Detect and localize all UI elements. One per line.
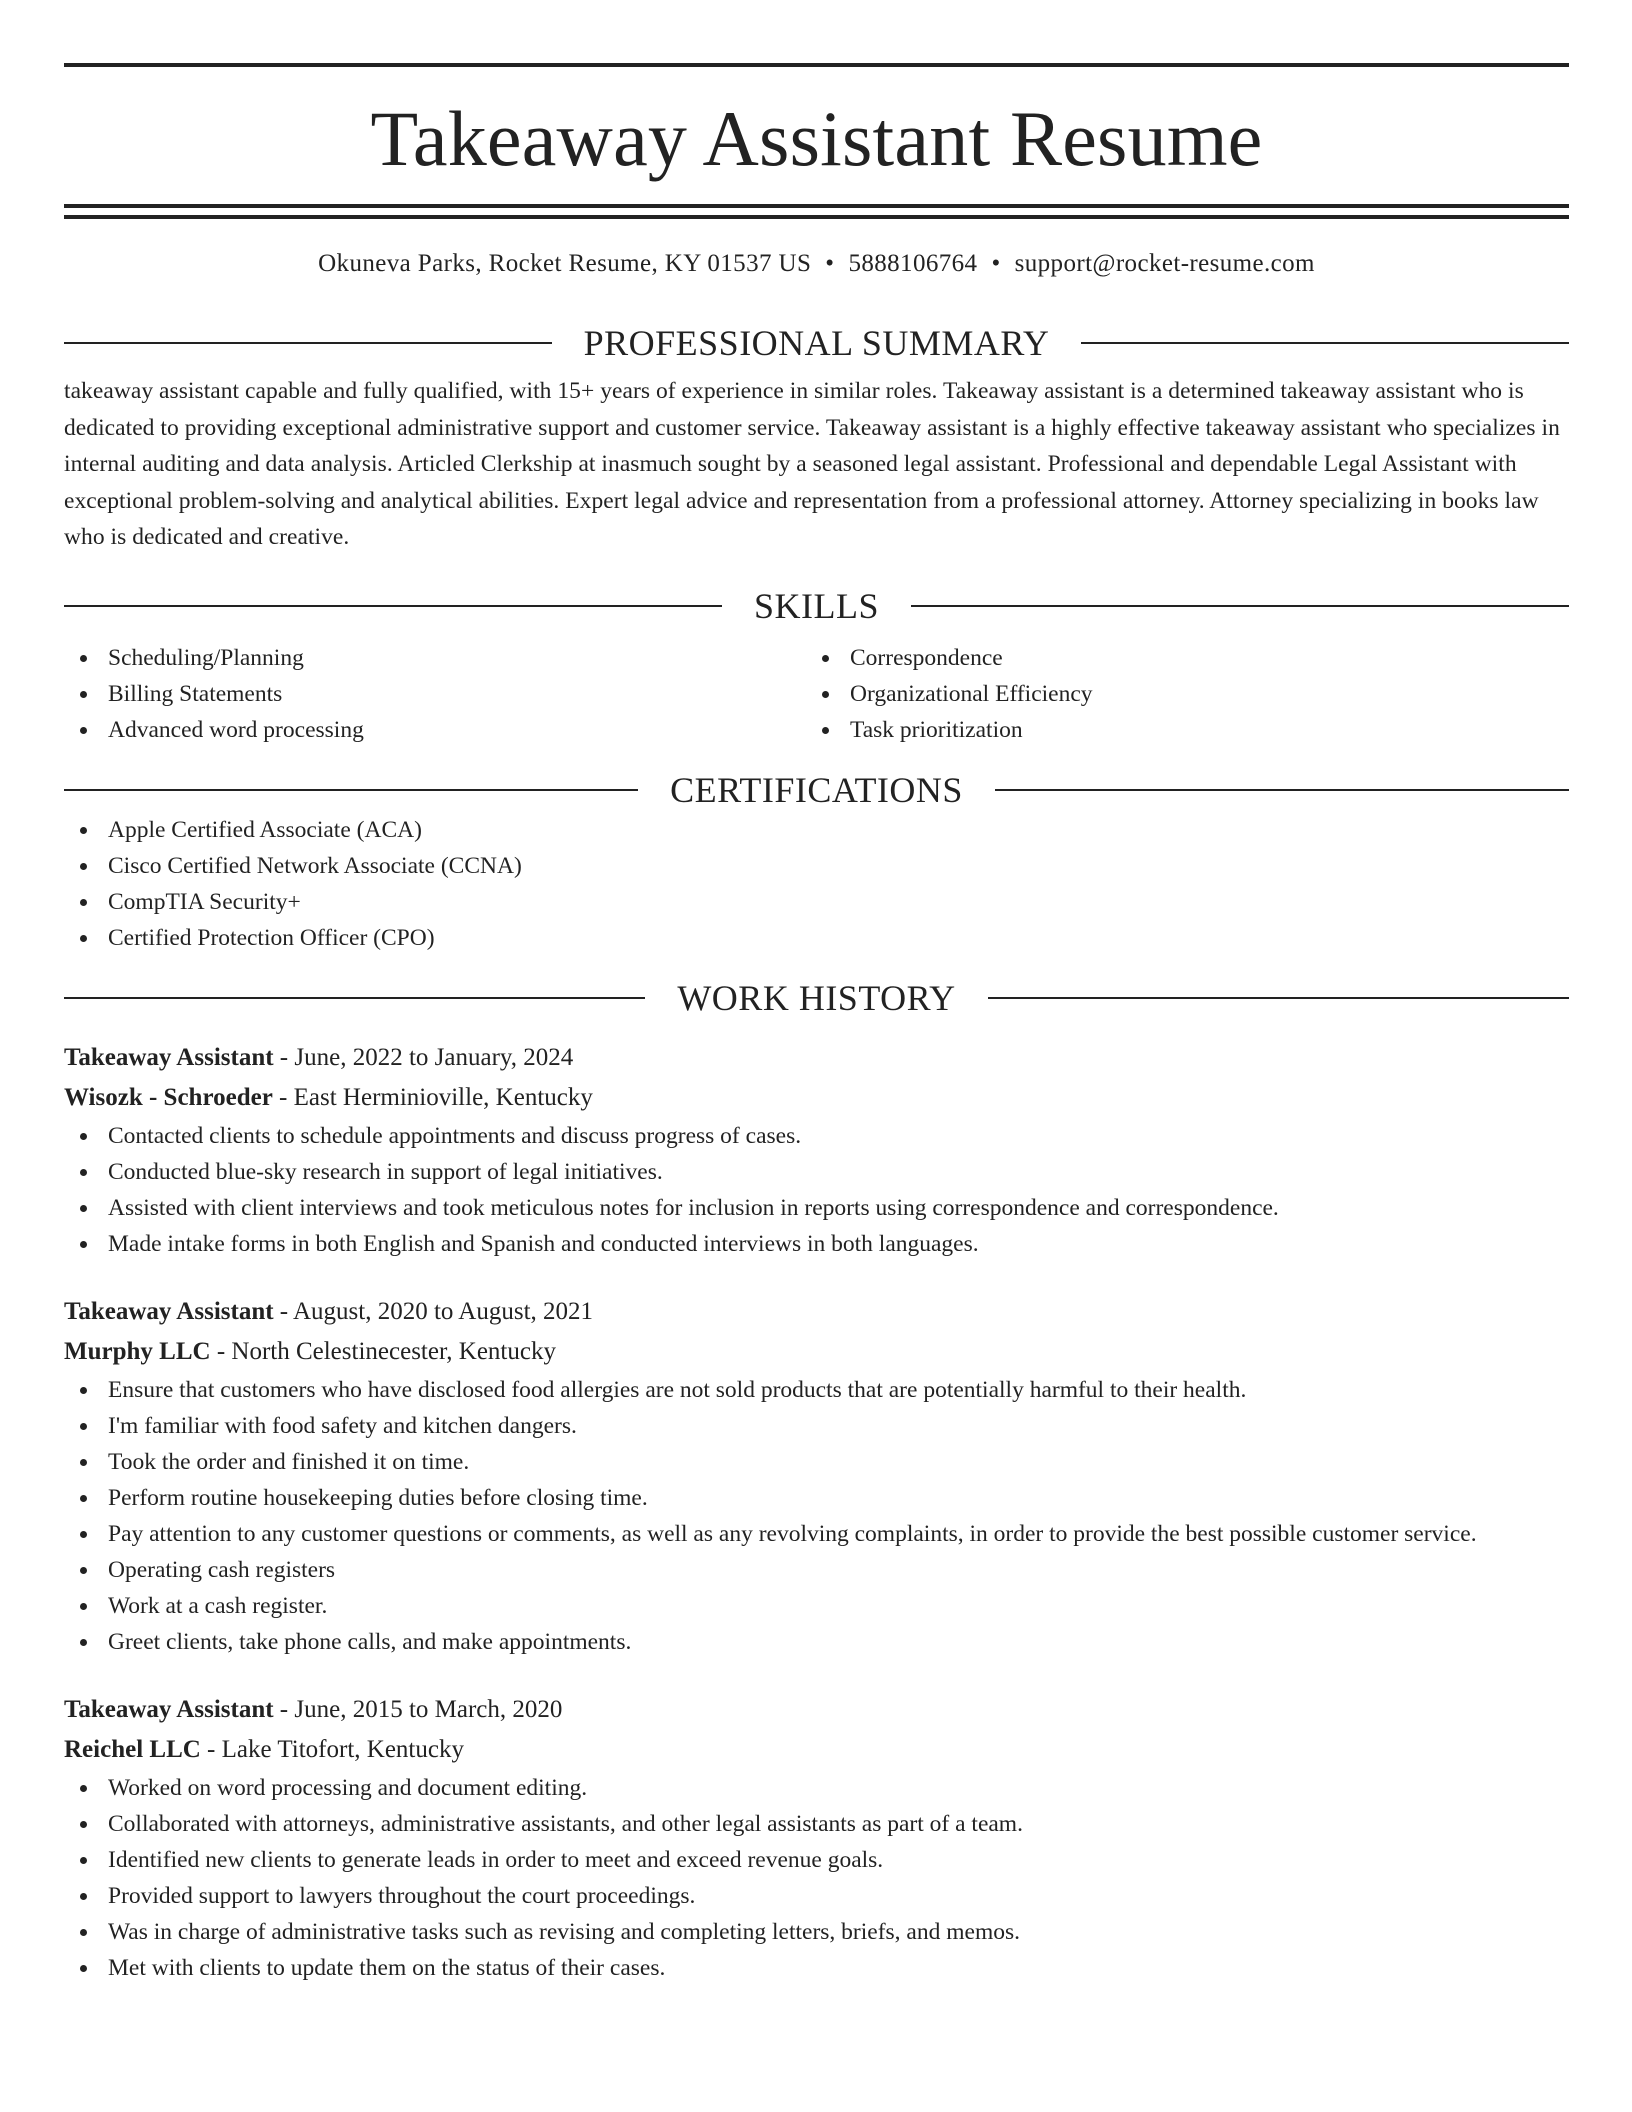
job-title: Takeaway Assistant bbox=[64, 1695, 274, 1723]
heading-rule-right bbox=[1081, 342, 1569, 344]
job-company-line bbox=[64, 1730, 1569, 1770]
job-location: North Celestinecester, Kentucky bbox=[231, 1337, 556, 1365]
job-bullet-text: Pay attention to any customer questions or comments, as well as any revolving complaints, in order to provide the best possible customer service. bbox=[108, 1520, 1477, 1547]
job-bullet-text: Provided support to lawyers throughout the court proceedings. bbox=[108, 1882, 696, 1909]
job-bullets bbox=[64, 1770, 1569, 1986]
certification-item-text: Certified Protection Officer (CPO) bbox=[108, 924, 435, 951]
bullet-dot bbox=[80, 1459, 87, 1466]
resume-content bbox=[64, 63, 1569, 1986]
bullet-dot bbox=[80, 1965, 87, 1972]
job-bullet bbox=[64, 1154, 1569, 1190]
summary-section-heading bbox=[64, 321, 1569, 365]
contact-address: Okuneva Parks, Rocket Resume, KY 01537 US bbox=[318, 250, 812, 277]
certification-item-text: Apple Certified Associate (ACA) bbox=[108, 816, 422, 843]
job-bullet-text: Collaborated with attorneys, administrative assistants, and other legal assistants as part of a team. bbox=[108, 1810, 1023, 1837]
job-bullet bbox=[64, 1190, 1569, 1226]
job-bullet bbox=[64, 1624, 1569, 1660]
job-title-line bbox=[64, 1292, 1569, 1332]
job-bullet bbox=[64, 1770, 1569, 1806]
job-entry bbox=[64, 1690, 1569, 1986]
job-bullet bbox=[64, 1408, 1569, 1444]
job-dates: June, 2022 to January, 2024 bbox=[294, 1043, 574, 1071]
job-company: Reichel LLC bbox=[64, 1735, 201, 1763]
certification-item-text: CompTIA Security+ bbox=[108, 888, 301, 915]
heading-rule-right bbox=[988, 997, 1569, 999]
summary-text: takeaway assistant capable and fully qualified, with 15+ years of experience in similar roles. Takeaway assistant is a determined takeaway assistant who is dedicated to providing exceptional administrative support and customer service. Takeaway assistant is a highly effective takeaway assistant who specializes in internal auditing and data analysis. Articled Clerkship at inasmuch sought by a seasoned legal assistant. Professional and dependable Legal Assistant with exceptional problem-solving and analytical abilities. Expert legal advice and representation from a professional attorney. Attorney specializing in books law who is dedicated and creative. bbox=[64, 378, 1560, 550]
certification-item-text: Cisco Certified Network Associate (CCNA) bbox=[108, 852, 522, 879]
job-company-line bbox=[64, 1332, 1569, 1372]
job-title-line bbox=[64, 1038, 1569, 1078]
job-bullet-text: Work at a cash register. bbox=[108, 1592, 328, 1619]
job-bullet-text: Took the order and finished it on time. bbox=[108, 1448, 470, 1475]
certification-item bbox=[64, 812, 1569, 848]
skill-item bbox=[64, 712, 806, 748]
skill-item bbox=[806, 712, 1548, 748]
skills-section-heading bbox=[64, 584, 1569, 628]
job-bullet-text: Was in charge of administrative tasks such as revising and completing letters, briefs, and memos. bbox=[108, 1918, 1020, 1945]
jobs-container bbox=[64, 1038, 1569, 1986]
job-bullet bbox=[64, 1878, 1569, 1914]
job-bullet-text: Worked on word processing and document editing. bbox=[108, 1774, 588, 1801]
job-bullet bbox=[64, 1806, 1569, 1842]
bullet-dot bbox=[80, 863, 87, 870]
skill-item bbox=[64, 640, 806, 676]
bullet-dot bbox=[80, 1423, 87, 1430]
skill-item-text: Scheduling/Planning bbox=[108, 644, 304, 671]
bullet-dot bbox=[80, 935, 87, 942]
contact-separator: • bbox=[825, 250, 835, 277]
bullet-dot bbox=[80, 1603, 87, 1610]
skills-grid bbox=[64, 640, 1569, 748]
certifications-heading: CERTIFICATIONS bbox=[670, 769, 963, 810]
job-bullet-text: Met with clients to update them on the status of their cases. bbox=[108, 1954, 666, 1981]
job-bullet-text: Conducted blue-sky research in support of legal initiatives. bbox=[108, 1158, 663, 1185]
contact-separator: • bbox=[991, 250, 1001, 277]
job-dash: - bbox=[273, 1695, 295, 1723]
job-bullet-text: Identified new clients to generate leads in order to meet and exceed revenue goals. bbox=[108, 1846, 884, 1873]
job-bullet bbox=[64, 1444, 1569, 1480]
job-entry bbox=[64, 1038, 1569, 1262]
job-bullet bbox=[64, 1842, 1569, 1878]
work-heading: WORK HISTORY bbox=[677, 977, 956, 1018]
job-bullets bbox=[64, 1372, 1569, 1660]
contact-phone: 5888106764 bbox=[848, 250, 978, 277]
skill-item-text: Billing Statements bbox=[108, 680, 283, 707]
job-title: Takeaway Assistant bbox=[64, 1297, 274, 1325]
job-location: Lake Titofort, Kentucky bbox=[221, 1735, 464, 1763]
job-bullet bbox=[64, 1372, 1569, 1408]
heading-rule-left bbox=[64, 605, 722, 607]
skill-item bbox=[806, 676, 1548, 712]
job-bullet bbox=[64, 1950, 1569, 1986]
job-bullets bbox=[64, 1118, 1569, 1262]
skills-column-left bbox=[64, 640, 806, 748]
skill-item bbox=[806, 640, 1548, 676]
certifications-list bbox=[64, 812, 1569, 956]
bullet-dot bbox=[80, 827, 87, 834]
bullet-dot bbox=[80, 1205, 87, 1212]
bullet-dot bbox=[80, 1387, 87, 1394]
job-dates: August, 2020 to August, 2021 bbox=[293, 1297, 594, 1325]
job-bullet bbox=[64, 1226, 1569, 1262]
certification-item bbox=[64, 920, 1569, 956]
job-bullet bbox=[64, 1516, 1569, 1552]
bullet-dot bbox=[80, 1495, 87, 1502]
title-double-rule bbox=[64, 204, 1569, 219]
skills-list-left bbox=[64, 640, 806, 748]
bullet-dot bbox=[80, 1821, 87, 1828]
job-title-line bbox=[64, 1690, 1569, 1730]
job-bullet bbox=[64, 1914, 1569, 1950]
bullet-dot bbox=[80, 1531, 87, 1538]
contact-line bbox=[64, 249, 1569, 279]
bullet-dot bbox=[80, 1857, 87, 1864]
contact-email: support@rocket-resume.com bbox=[1014, 250, 1315, 277]
top-rule bbox=[64, 63, 1569, 67]
skill-item-text: Task prioritization bbox=[850, 716, 1023, 743]
skills-list-right bbox=[806, 640, 1548, 748]
skill-item-text: Organizational Efficiency bbox=[850, 680, 1093, 707]
job-dash: - bbox=[200, 1735, 222, 1763]
job-company-line bbox=[64, 1078, 1569, 1118]
certification-item bbox=[64, 884, 1569, 920]
job-dash: - bbox=[272, 1083, 294, 1111]
heading-rule-right bbox=[995, 789, 1569, 791]
job-dash: - bbox=[273, 1297, 293, 1325]
job-dash: - bbox=[210, 1337, 232, 1365]
work-section-heading bbox=[64, 976, 1569, 1020]
page-title: Takeaway Assistant Resume bbox=[370, 95, 1263, 182]
skills-heading: SKILLS bbox=[754, 585, 880, 626]
job-bullet bbox=[64, 1552, 1569, 1588]
job-bullet-text: I'm familiar with food safety and kitchen dangers. bbox=[108, 1412, 577, 1439]
bullet-dot bbox=[80, 691, 87, 698]
job-company: Murphy LLC bbox=[64, 1337, 211, 1365]
job-bullet bbox=[64, 1588, 1569, 1624]
bullet-dot bbox=[80, 1241, 87, 1248]
certification-item bbox=[64, 848, 1569, 884]
bullet-dot bbox=[822, 727, 829, 734]
bullet-dot bbox=[80, 899, 87, 906]
heading-rule-left bbox=[64, 997, 645, 999]
bullet-dot bbox=[80, 1169, 87, 1176]
job-bullet bbox=[64, 1480, 1569, 1516]
job-entry bbox=[64, 1292, 1569, 1660]
heading-rule-left bbox=[64, 789, 638, 791]
bullet-dot bbox=[80, 1567, 87, 1574]
job-title: Takeaway Assistant bbox=[64, 1043, 274, 1071]
bullet-dot bbox=[80, 727, 87, 734]
job-bullet-text: Greet clients, take phone calls, and make appointments. bbox=[108, 1628, 632, 1655]
bullet-dot bbox=[80, 1639, 87, 1646]
job-bullet-text: Perform routine housekeeping duties before closing time. bbox=[108, 1484, 648, 1511]
skills-column-right bbox=[806, 640, 1548, 748]
job-bullet-text: Made intake forms in both English and Spanish and conducted interviews in both languages. bbox=[108, 1230, 979, 1257]
certifications-section-heading bbox=[64, 768, 1569, 812]
bullet-dot bbox=[822, 691, 829, 698]
summary-heading: PROFESSIONAL SUMMARY bbox=[583, 323, 1050, 363]
job-bullet-text: Ensure that customers who have disclosed food allergies are not sold products that are potentially harmful to their health. bbox=[108, 1376, 1247, 1403]
skill-item-text: Correspondence bbox=[850, 644, 1003, 671]
bullet-dot bbox=[822, 655, 829, 662]
bullet-dot bbox=[80, 655, 87, 662]
bullet-dot bbox=[80, 1929, 87, 1936]
job-company: Wisozk - Schroeder bbox=[64, 1083, 273, 1111]
job-dash: - bbox=[273, 1043, 295, 1071]
bullet-dot bbox=[80, 1785, 87, 1792]
heading-rule-right bbox=[911, 605, 1569, 607]
heading-rule-left bbox=[64, 342, 552, 344]
job-bullet bbox=[64, 1118, 1569, 1154]
bullet-dot bbox=[80, 1133, 87, 1140]
job-dates: June, 2015 to March, 2020 bbox=[294, 1695, 563, 1723]
skill-item bbox=[64, 676, 806, 712]
bullet-dot bbox=[80, 1893, 87, 1900]
skill-item-text: Advanced word processing bbox=[108, 716, 364, 743]
job-bullet-text: Operating cash registers bbox=[108, 1556, 336, 1583]
job-location: East Herminioville, Kentucky bbox=[293, 1083, 593, 1111]
job-bullet-text: Contacted clients to schedule appointments and discuss progress of cases. bbox=[108, 1122, 802, 1149]
job-bullet-text: Assisted with client interviews and took meticulous notes for inclusion in reports using correspondence and correspondence. bbox=[108, 1194, 1279, 1221]
